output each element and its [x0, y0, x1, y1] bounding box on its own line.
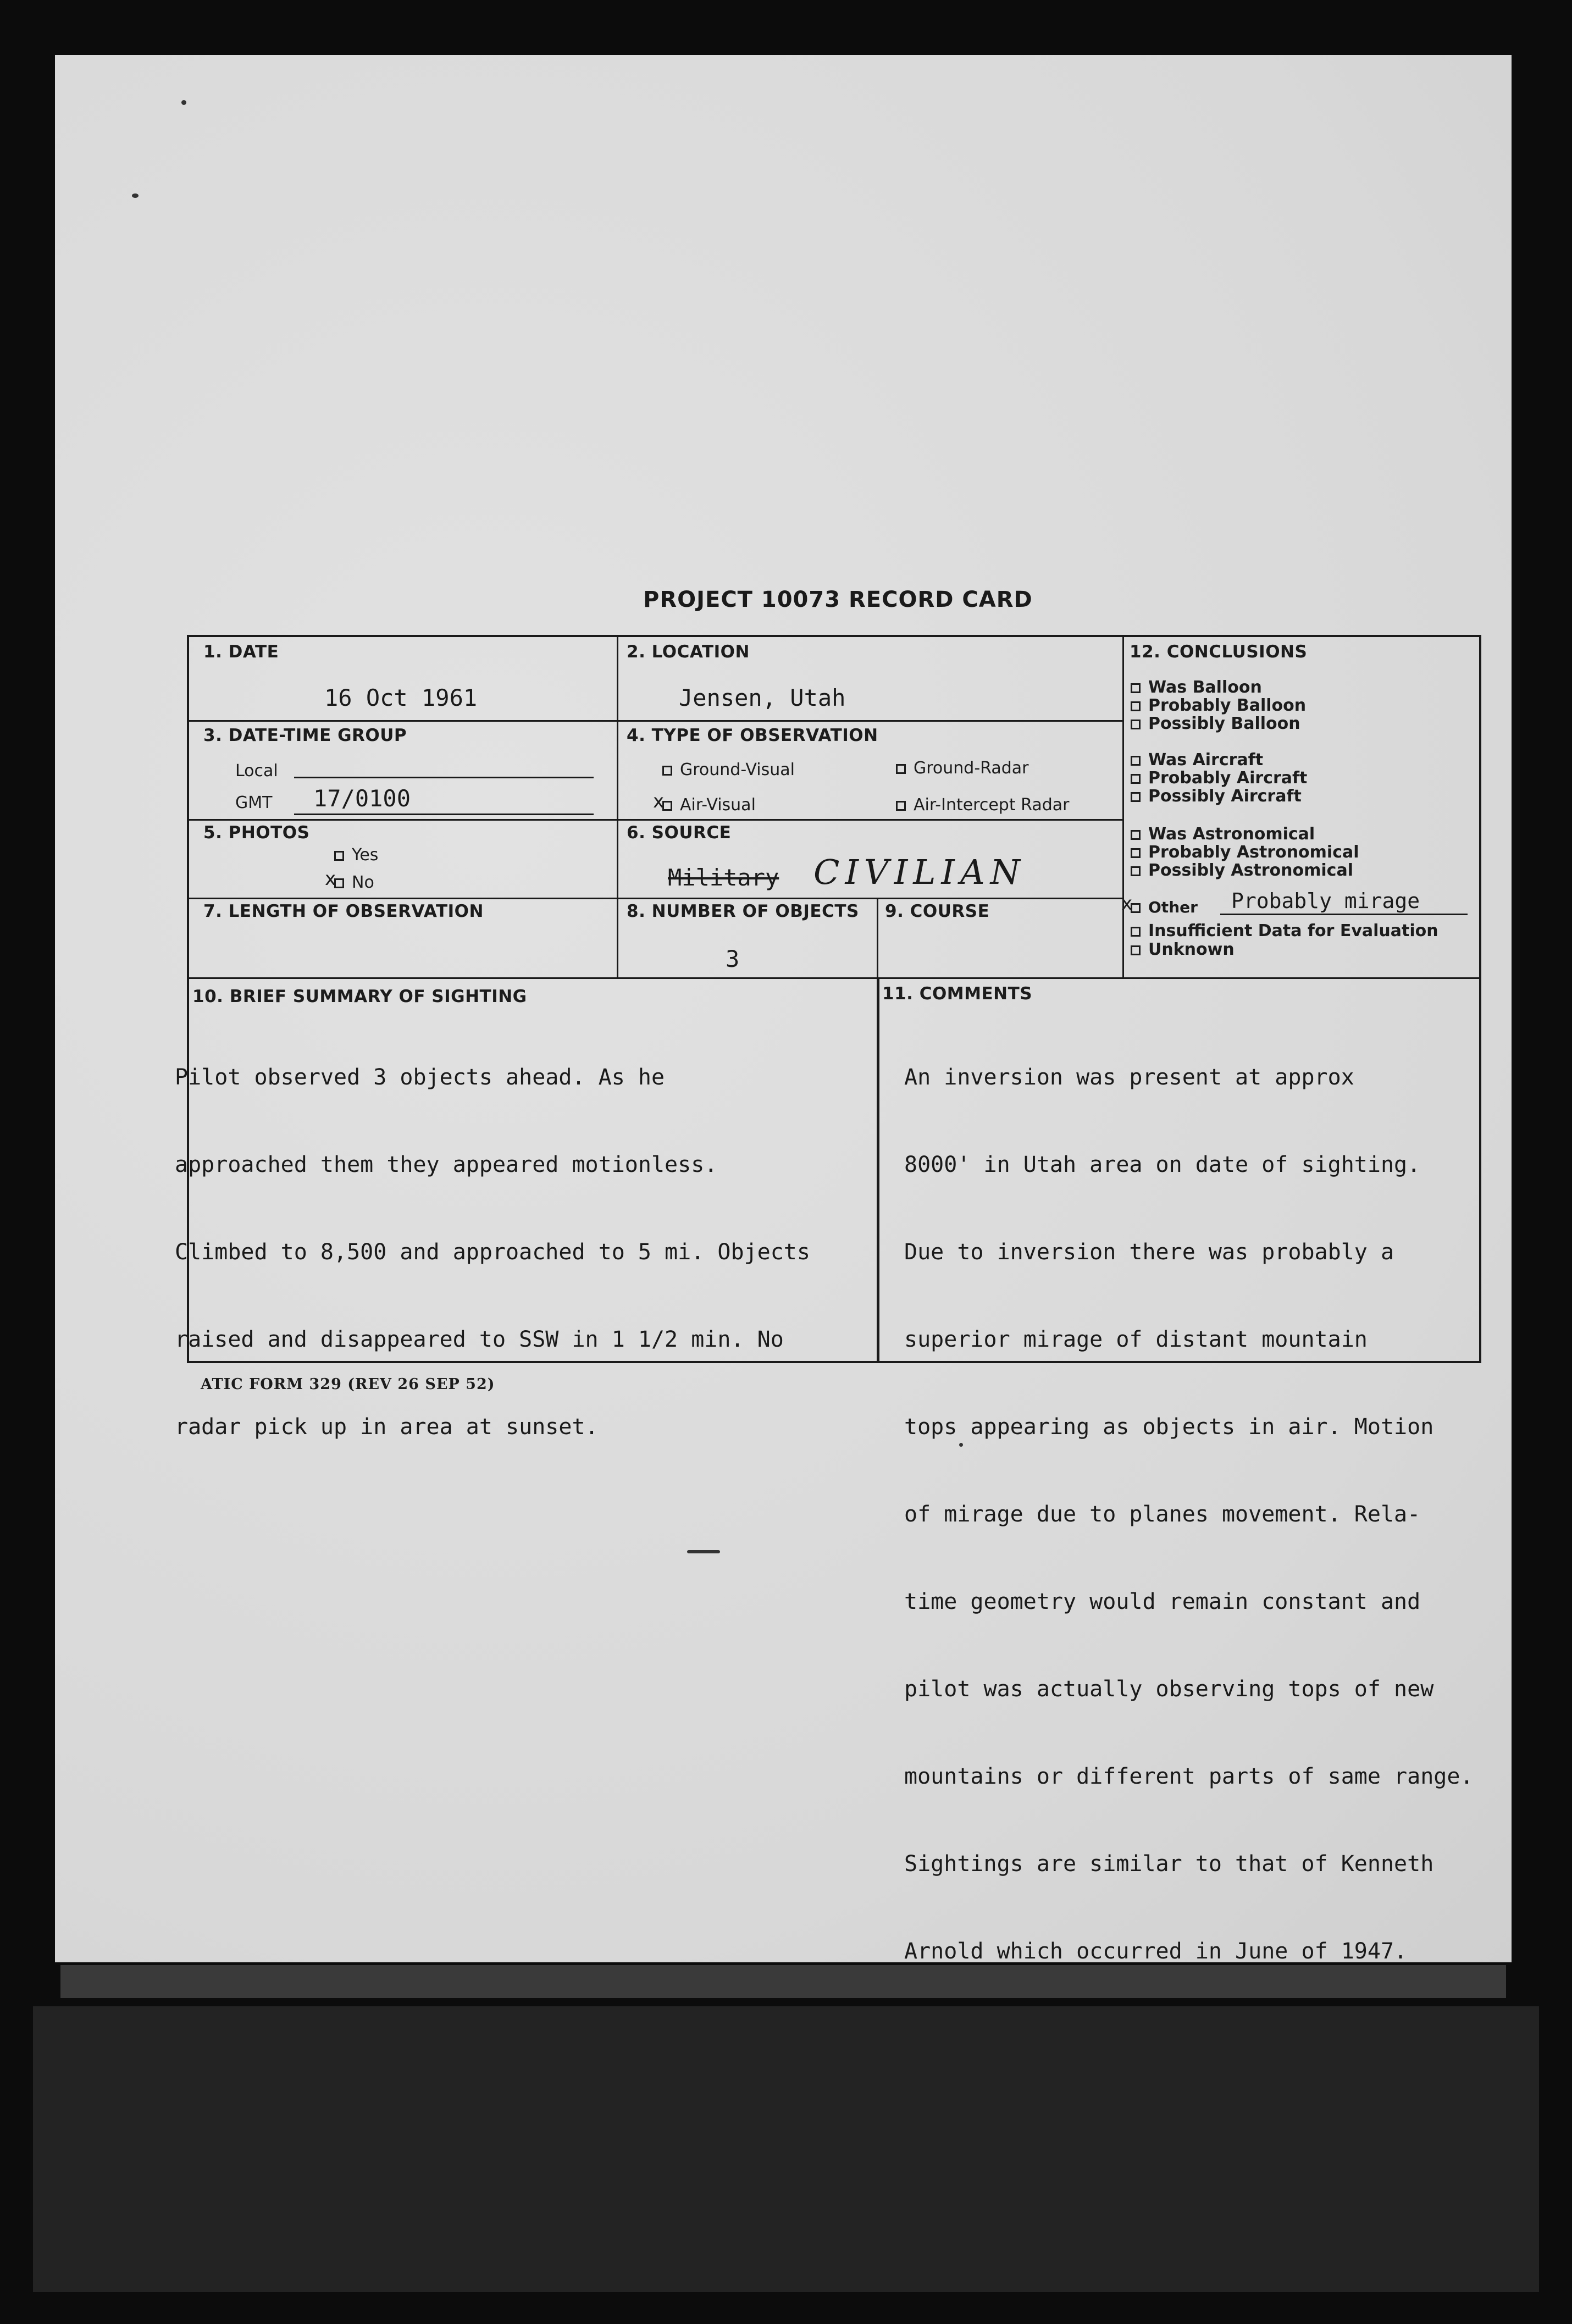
conclusion-checkbox — [1131, 701, 1141, 711]
photos-yes-checkbox — [334, 851, 344, 861]
conclusion-checkbox — [1131, 683, 1141, 693]
photos-no-option: xNo — [334, 873, 374, 892]
conclusion-label: Probably Balloon — [1148, 696, 1307, 715]
comment-line: An inversion was present at approx — [904, 1065, 1354, 1090]
conclusion-checkbox — [1131, 774, 1141, 784]
comment-line: Sightings are similar to that of Kenneth — [904, 1851, 1434, 1877]
conclusion-label: Was Aircraft — [1148, 750, 1264, 770]
observation-type-label: 4. TYPE OF OBSERVATION — [627, 726, 878, 745]
dust-speck — [181, 100, 186, 105]
conclusion-label: Was Balloon — [1148, 678, 1262, 697]
conclusions-label: 12. CONCLUSIONS — [1130, 642, 1308, 662]
summary-line: Pilot observed 3 objects ahead. As he — [175, 1065, 665, 1090]
air-visual-option: xAir-Visual — [662, 795, 756, 815]
lower-scan-area — [33, 2006, 1539, 2292]
conclusion-item — [1131, 787, 1302, 806]
air-visual-checkbox — [662, 801, 672, 811]
air-intercept-radar-option: Air-Intercept Radar — [896, 795, 1069, 815]
card-title: PROJECT 10073 RECORD CARD — [643, 587, 1033, 612]
conclusion-item — [1131, 714, 1300, 733]
source-handwritten-value: CIVILIAN — [813, 852, 1026, 892]
conclusion-label: Probably Aircraft — [1148, 768, 1308, 788]
location-value: Jensen, Utah — [679, 684, 846, 711]
summary-text — [175, 1005, 810, 1471]
conclusion-item — [1131, 921, 1438, 940]
conclusion-item — [1131, 678, 1262, 697]
conclusion-checkbox — [1131, 927, 1141, 937]
conclusion-item — [1131, 696, 1306, 715]
summary-line: radar pick up in area at sunset. — [175, 1414, 599, 1440]
local-time-label: Local — [235, 761, 278, 781]
other-value: Probably mirage — [1231, 889, 1420, 913]
comment-line: mountains or different parts of same range. — [904, 1764, 1474, 1789]
conclusion-item — [1131, 825, 1315, 844]
conclusion-checkbox — [1131, 756, 1141, 766]
conclusion-checkbox — [1131, 945, 1141, 955]
comments-label: 11. COMMENTS — [882, 984, 1033, 1004]
conclusion-label: Possibly Balloon — [1148, 714, 1300, 733]
summary-line: Climbed to 8,500 and approached to 5 mi. Objects — [175, 1240, 810, 1265]
comments-text — [904, 1005, 1474, 1995]
dust-mark — [687, 1550, 720, 1553]
conclusion-checkbox — [1131, 792, 1141, 802]
gmt-value: 17/0100 — [313, 785, 411, 812]
comment-line: tops appearing as objects in air. Motion — [904, 1414, 1434, 1440]
conclusion-item — [1131, 843, 1359, 862]
conclusion-item — [1131, 861, 1353, 880]
conclusion-checkbox — [1131, 848, 1141, 858]
location-label: 2. LOCATION — [627, 642, 750, 662]
conclusion-item — [1131, 750, 1263, 770]
conclusion-item — [1131, 898, 1198, 917]
source-struck-value: Military — [668, 864, 779, 891]
comment-line: time geometry would remain constant and — [904, 1589, 1421, 1614]
ground-visual-checkbox — [662, 766, 672, 776]
dtg-label: 3. DATE-TIME GROUP — [203, 726, 407, 745]
comment-line: Due to inversion there was probably a — [904, 1240, 1394, 1265]
conclusion-item — [1131, 940, 1235, 959]
summary-label: 10. BRIEF SUMMARY OF SIGHTING — [192, 987, 527, 1006]
photos-yes-option: Yes — [334, 845, 378, 865]
gmt-underline — [294, 814, 594, 815]
other-underline — [1220, 914, 1468, 915]
form-id: ATIC FORM 329 (REV 26 SEP 52) — [201, 1376, 495, 1393]
conclusion-label: Other — [1148, 898, 1198, 916]
course-label: 9. COURSE — [885, 901, 990, 921]
local-time-underline — [294, 777, 594, 778]
summary-line: approached them they appeared motionless. — [175, 1152, 718, 1177]
ground-visual-option: Ground-Visual — [662, 760, 795, 779]
conclusion-label: Unknown — [1148, 940, 1235, 959]
ground-radar-checkbox — [896, 764, 906, 774]
summary-line: raised and disappeared to SSW in 1 1/2 min. No — [175, 1327, 784, 1352]
comment-line: superior mirage of distant mountain — [904, 1327, 1368, 1352]
date-value: 16 Oct 1961 — [324, 684, 478, 711]
source-label: 6. SOURCE — [627, 823, 732, 843]
conclusion-label: Probably Astronomical — [1148, 843, 1359, 862]
comment-line: of mirage due to planes movement. Rela- — [904, 1502, 1421, 1527]
date-label: 1. DATE — [203, 642, 279, 662]
air-intercept-radar-checkbox — [896, 801, 906, 811]
objects-value: 3 — [726, 945, 740, 972]
conclusion-label: Insufficient Data for Evaluation — [1148, 921, 1438, 940]
objects-label: 8. NUMBER OF OBJECTS — [627, 901, 859, 921]
conclusion-checkbox — [1131, 720, 1141, 729]
conclusion-label: Was Astronomical — [1148, 825, 1315, 844]
dust-speck — [132, 193, 139, 198]
comment-line: pilot was actually observing tops of new — [904, 1676, 1434, 1702]
ground-radar-option: Ground-Radar — [896, 759, 1029, 778]
conclusion-label: Possibly Astronomical — [1148, 861, 1353, 880]
photos-no-checkbox — [334, 878, 344, 888]
conclusion-checkbox — [1131, 866, 1141, 876]
comment-line: Arnold which occurred in June of 1947. — [904, 1939, 1408, 1964]
conclusion-label: Possibly Aircraft — [1148, 787, 1302, 806]
conclusion-checkbox — [1131, 903, 1141, 913]
gmt-label: GMT — [235, 793, 273, 812]
conclusion-checkbox — [1131, 830, 1141, 840]
photos-label: 5. PHOTOS — [203, 823, 310, 843]
comment-line: 8000' in Utah area on date of sighting. — [904, 1152, 1421, 1177]
conclusion-item — [1131, 768, 1307, 788]
length-label: 7. LENGTH OF OBSERVATION — [203, 901, 484, 921]
